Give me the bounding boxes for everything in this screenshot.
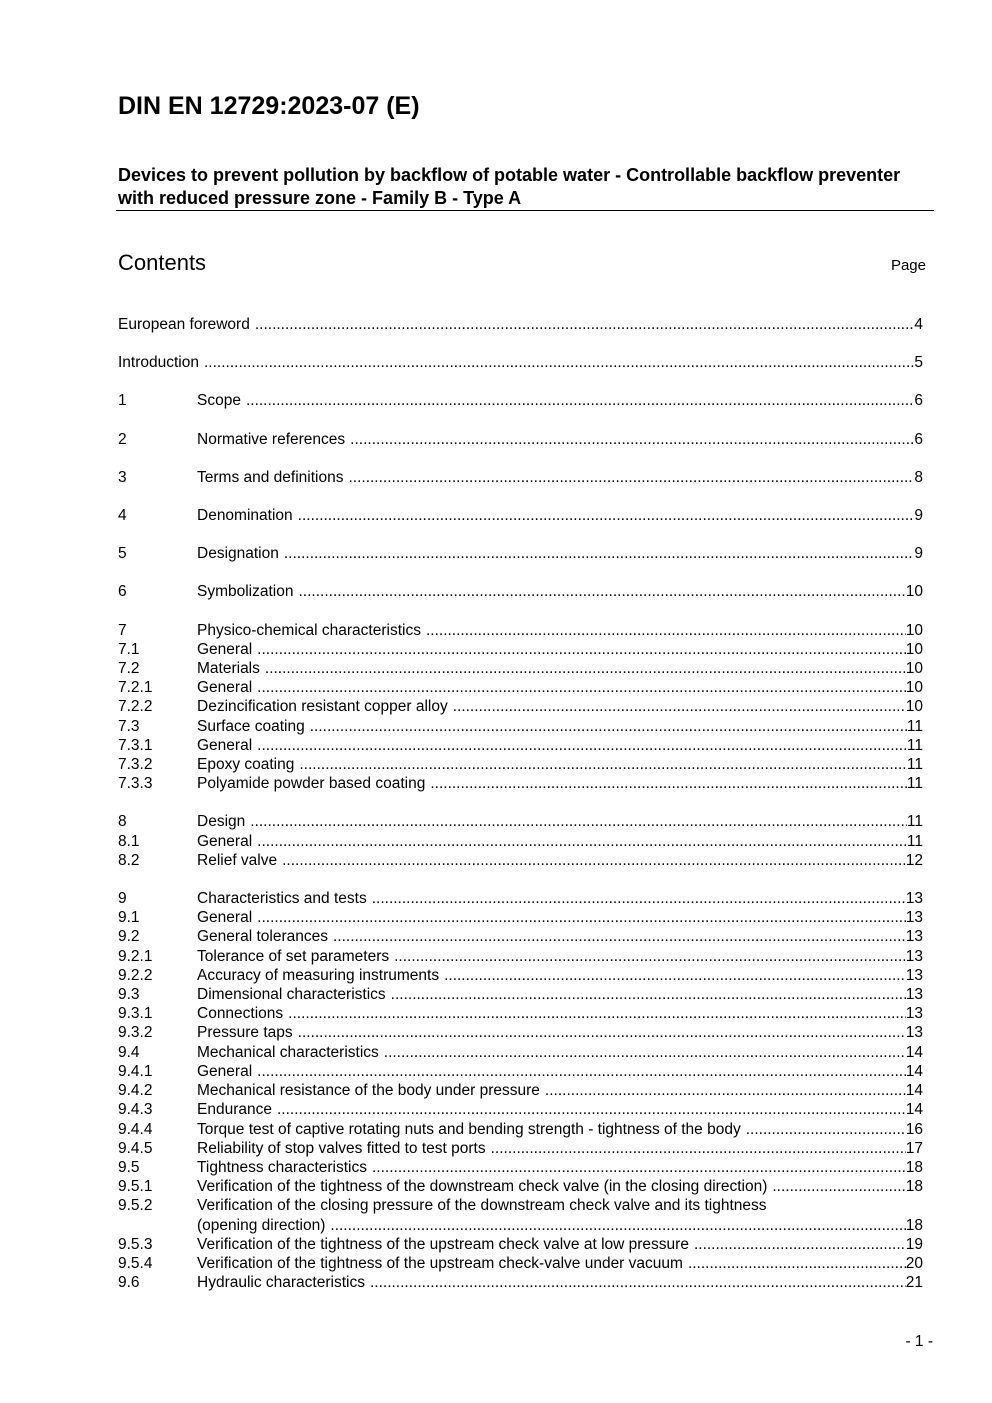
toc-leader-dots	[330, 1216, 905, 1235]
toc-leader-dots	[391, 985, 906, 1004]
toc-entry[interactable]	[118, 640, 923, 659]
toc-entry-title: General	[197, 640, 253, 658]
toc-entry[interactable]	[118, 927, 923, 946]
toc-entry-number: 8.2	[118, 851, 140, 869]
toc-leader-dots	[257, 908, 906, 927]
toc-entry[interactable]	[118, 1139, 923, 1158]
toc-leader-dots	[277, 1100, 906, 1119]
toc-entry-number: 9.4.1	[118, 1062, 153, 1080]
toc-leader-dots	[444, 966, 906, 985]
toc-entry-page: 17	[905, 1139, 923, 1157]
toc-entry-page: 18	[905, 1178, 923, 1196]
toc-entry-page: 16	[905, 1120, 923, 1138]
toc-entry-number: 9.5.2	[118, 1197, 153, 1215]
toc-entry-number: 9.4.3	[118, 1101, 153, 1119]
toc-leader-dots	[246, 391, 914, 410]
toc-leader-dots	[299, 755, 907, 774]
toc-entry-number: 9.6	[118, 1274, 140, 1292]
toc-entry-number: 7.3.3	[118, 775, 153, 793]
toc-entry-title: Denomination	[197, 507, 293, 525]
toc-entry-page: 10	[905, 660, 923, 678]
toc-entry-page: 8	[914, 468, 923, 486]
toc-leader-dots	[384, 1043, 906, 1062]
toc-entry-title: Connections	[197, 1005, 284, 1023]
toc-entry-number: 8.1	[118, 832, 140, 850]
toc-entry[interactable]	[118, 468, 923, 487]
toc-entry-page: 5	[914, 354, 923, 372]
toc-leader-dots	[348, 468, 914, 487]
toc-leader-dots	[545, 1081, 906, 1100]
toc-entry[interactable]	[118, 1081, 923, 1100]
toc-entry-title: Pressure taps	[197, 1024, 293, 1042]
toc-entry[interactable]	[118, 1062, 923, 1081]
toc-entry-page: 9	[914, 545, 923, 563]
toc-entry[interactable]	[118, 1120, 923, 1139]
toc-entry-page: 13	[905, 890, 923, 908]
title-divider	[116, 210, 934, 211]
toc-leader-dots	[746, 1120, 906, 1139]
document-title: Devices to prevent pollution by backflow of potable water - Controllable backflow preventer with reduced pressure zone - Family B - Type A	[118, 165, 901, 208]
toc-entry-page: 18	[905, 1158, 923, 1176]
toc-leader-dots	[694, 1235, 906, 1254]
toc-entry-page: 10	[905, 698, 923, 716]
toc-entry[interactable]	[118, 621, 923, 640]
toc-leader-dots	[298, 1023, 906, 1042]
toc-entry[interactable]	[118, 391, 923, 410]
toc-leader-dots	[372, 889, 906, 908]
toc-leader-dots	[298, 506, 915, 525]
toc-entry-title: General	[197, 1062, 253, 1080]
toc-entry-title: Materials	[197, 660, 260, 678]
toc-leader-dots	[282, 851, 906, 870]
toc-leader-dots	[255, 315, 915, 334]
toc-entry[interactable]	[118, 659, 923, 678]
toc-entry[interactable]	[118, 736, 923, 755]
toc-entry-title: Characteristics and tests	[197, 890, 367, 908]
toc-entry[interactable]	[118, 353, 923, 372]
toc-entry[interactable]	[118, 717, 923, 736]
toc-entry-number: 1	[118, 392, 127, 410]
toc-entry-title-continued: Verification of the closing pressure of the downstream check valve and its tightness	[197, 1197, 767, 1215]
toc-entry-number: 5	[118, 545, 127, 563]
toc-entry-title: Tolerance of set parameters	[197, 947, 390, 965]
toc-entry-title: General	[197, 832, 253, 850]
standard-id: DIN EN 12729:2023-07 (E)	[118, 92, 420, 120]
toc-entry-title: General tolerances	[197, 928, 328, 946]
toc-entry-title: Accuracy of measuring instruments	[197, 966, 440, 984]
toc-entry[interactable]	[118, 506, 923, 525]
toc-entry[interactable]	[118, 430, 923, 449]
toc-entry-number: 9.4.2	[118, 1082, 153, 1100]
toc-entry-title: Mechanical characteristics	[197, 1043, 379, 1061]
toc-entry-page: 14	[905, 1082, 923, 1100]
toc-entry-number: 7.1	[118, 640, 140, 658]
toc-entry[interactable]	[118, 1235, 923, 1254]
toc-leader-dots	[257, 678, 906, 697]
toc-entry[interactable]	[118, 1158, 923, 1177]
toc-entry-page: 10	[905, 621, 923, 639]
page-column-label: Page	[890, 257, 926, 274]
toc-entry-title: Designation	[197, 545, 279, 563]
toc-entry-number: 9.2.2	[118, 966, 153, 984]
toc-entry-page: 10	[905, 679, 923, 697]
toc-entry-page: 14	[905, 1101, 923, 1119]
toc-entry-page: 9	[914, 507, 923, 525]
toc-leader-dots	[453, 697, 906, 716]
toc-entry-page: 21	[905, 1274, 923, 1292]
toc-entry-page: 4	[914, 316, 923, 333]
toc-entry-number: 3	[118, 468, 127, 486]
toc-entry-page: 18	[905, 1216, 923, 1234]
toc-entry-number: 8	[118, 813, 127, 831]
toc-leader-dots	[265, 659, 906, 678]
toc-leader-dots	[257, 640, 906, 659]
toc-entry-page: 20	[905, 1254, 923, 1272]
toc-entry-number: 7.3.2	[118, 756, 153, 774]
toc-entry-title: Symbolization	[197, 583, 294, 601]
toc-entry-page: 14	[905, 1043, 923, 1061]
toc-entry-title: Terms and definitions	[197, 468, 344, 486]
toc-entry-page: 11	[906, 717, 923, 735]
toc-entry-page: 10	[905, 640, 923, 658]
toc-entry-title: Scope	[197, 392, 241, 410]
toc-entry[interactable]	[118, 582, 923, 601]
toc-entry-title: Reliability of stop valves fitted to test ports	[197, 1139, 486, 1157]
toc-entry-page: 14	[905, 1062, 923, 1080]
toc-entry-number: 6	[118, 583, 127, 601]
toc-entry[interactable]	[118, 1254, 923, 1273]
toc-entry-number: 7	[118, 621, 127, 639]
toc-entry-page: 11	[906, 832, 923, 850]
toc-entry-title: Physico-chemical characteristics	[197, 621, 421, 639]
toc-entry-page: 11	[906, 813, 923, 831]
toc-leader-dots	[372, 1158, 906, 1177]
toc-entry[interactable]	[118, 1100, 923, 1119]
toc-entry-title: General	[197, 736, 253, 754]
toc-entry-page: 19	[905, 1235, 923, 1253]
toc-entry-title: (opening direction)	[197, 1216, 326, 1234]
toc-entry[interactable]	[118, 985, 923, 1004]
toc-entry[interactable]	[118, 947, 923, 966]
toc-entry-number: 9.4.5	[118, 1139, 153, 1157]
toc-leader-dots	[370, 1273, 906, 1292]
toc-entry[interactable]	[118, 1273, 923, 1292]
contents-heading: Contents	[118, 250, 207, 275]
toc-entry-title: Endurance	[197, 1101, 272, 1119]
toc-leader-dots	[204, 353, 914, 372]
toc-entry[interactable]	[118, 755, 923, 774]
toc-entry-page: 13	[905, 909, 923, 927]
toc-entry-number: 9.5.4	[118, 1254, 153, 1272]
toc-leader-dots	[257, 832, 907, 851]
toc-entry-number: 9.2	[118, 928, 140, 946]
toc-entry[interactable]	[118, 1043, 923, 1062]
toc-entry-number: 9.3.2	[118, 1024, 153, 1042]
toc-entry[interactable]	[118, 678, 923, 697]
toc-entry-title: Surface coating	[197, 717, 305, 735]
toc-entry-title: Verification of the tightness of the upstream check valve at low pressure	[197, 1235, 689, 1253]
toc-entry-number: 4	[118, 507, 127, 525]
toc-entry[interactable]	[118, 1177, 923, 1196]
toc-entry-title: Hydraulic characteristics	[197, 1274, 365, 1292]
toc-entry-page: 11	[906, 775, 923, 793]
toc-entry-title: Polyamide powder based coating	[197, 775, 426, 793]
toc-entry-number: 9.3.1	[118, 1005, 153, 1023]
toc-entry-title: Verification of the tightness of the upstream check-valve under vacuum	[197, 1254, 683, 1272]
toc-entry-title: Tightness characteristics	[197, 1158, 367, 1176]
toc-entry-title: Relief valve	[197, 851, 278, 869]
toc-entry-page: 12	[905, 851, 923, 869]
toc-entry-number: 9.5	[118, 1158, 140, 1176]
toc-leader-dots	[426, 621, 906, 640]
toc-entry[interactable]	[118, 812, 923, 831]
toc-entry-title: Mechanical resistance of the body under pressure	[197, 1082, 540, 1100]
toc-entry-page: 13	[905, 986, 923, 1004]
toc-leader-dots	[288, 1004, 906, 1023]
toc-entry[interactable]	[118, 908, 923, 927]
toc-entry-title: Torque test of captive rotating nuts and bending strength - tightness of the body	[197, 1120, 741, 1138]
toc-entry[interactable]	[118, 966, 923, 985]
toc-entry-page: 10	[905, 583, 923, 601]
toc-entry-page: 13	[905, 928, 923, 946]
toc-entry-number: 2	[118, 430, 127, 448]
toc-entry-page: 11	[906, 736, 923, 754]
toc-entry-page: 6	[914, 430, 923, 448]
toc-entry-number: 9	[118, 890, 127, 908]
toc-leader-dots	[310, 717, 907, 736]
toc-entry[interactable]	[118, 697, 923, 716]
toc-entry[interactable]	[118, 832, 923, 851]
toc-leader-dots	[350, 430, 914, 449]
toc-entry[interactable]	[118, 1004, 923, 1023]
toc-entry[interactable]	[118, 774, 923, 793]
page-number: - 1 -	[905, 1333, 933, 1350]
toc-entry-page: 6	[914, 392, 923, 410]
toc-entry-page: 13	[905, 1024, 923, 1042]
table-of-contents	[118, 315, 923, 1292]
toc-leader-dots	[257, 736, 907, 755]
toc-entry-title: Epoxy coating	[197, 756, 295, 774]
toc-entry-number: 9.5.3	[118, 1235, 153, 1253]
toc-entry-number: 7.3	[118, 717, 140, 735]
toc-entry-title: Introduction	[118, 354, 199, 372]
toc-entry[interactable]	[118, 315, 923, 334]
toc-entry-page: 11	[906, 756, 923, 774]
toc-entry[interactable]	[118, 851, 923, 870]
toc-entry-number: 9.4	[118, 1043, 140, 1061]
toc-entry-title: Normative references	[197, 430, 346, 448]
toc-entry-number: 7.2.1	[118, 679, 153, 697]
toc-entry[interactable]	[118, 889, 923, 908]
toc-entry-number: 7.2.2	[118, 698, 153, 716]
toc-entry[interactable]	[118, 1196, 923, 1234]
toc-entry-number: 9.1	[118, 909, 140, 927]
toc-entry-page: 13	[905, 1005, 923, 1023]
toc-entry-number: 9.3	[118, 986, 140, 1004]
toc-entry-page: 13	[905, 947, 923, 965]
toc-entry[interactable]	[118, 1023, 923, 1042]
toc-entry-number: 7.2	[118, 660, 140, 678]
toc-leader-dots	[430, 774, 907, 793]
toc-entry-title: Design	[197, 813, 246, 831]
toc-leader-dots	[688, 1254, 906, 1273]
toc-leader-dots	[250, 812, 907, 831]
toc-entry[interactable]	[118, 544, 923, 563]
toc-leader-dots	[491, 1139, 906, 1158]
toc-entry-title: Verification of the tightness of the downstream check valve (in the closing direction)	[197, 1178, 768, 1196]
toc-leader-dots	[333, 927, 906, 946]
toc-leader-dots	[284, 544, 915, 563]
toc-entry-number: 9.4.4	[118, 1120, 153, 1138]
toc-entry-title: European foreword	[118, 316, 250, 333]
toc-leader-dots	[772, 1177, 905, 1196]
toc-entry-number: 9.5.1	[118, 1178, 153, 1196]
toc-leader-dots	[394, 947, 906, 966]
toc-entry-title: Dimensional characteristics	[197, 986, 386, 1004]
toc-entry-title: General	[197, 679, 253, 697]
toc-entry-number: 9.2.1	[118, 947, 153, 965]
toc-leader-dots	[257, 1062, 906, 1081]
toc-entry-page: 13	[905, 966, 923, 984]
toc-entry-title: General	[197, 909, 253, 927]
toc-leader-dots	[299, 582, 906, 601]
toc-entry-title: Dezincification resistant copper alloy	[197, 698, 448, 716]
toc-entry-number: 7.3.1	[118, 736, 153, 754]
